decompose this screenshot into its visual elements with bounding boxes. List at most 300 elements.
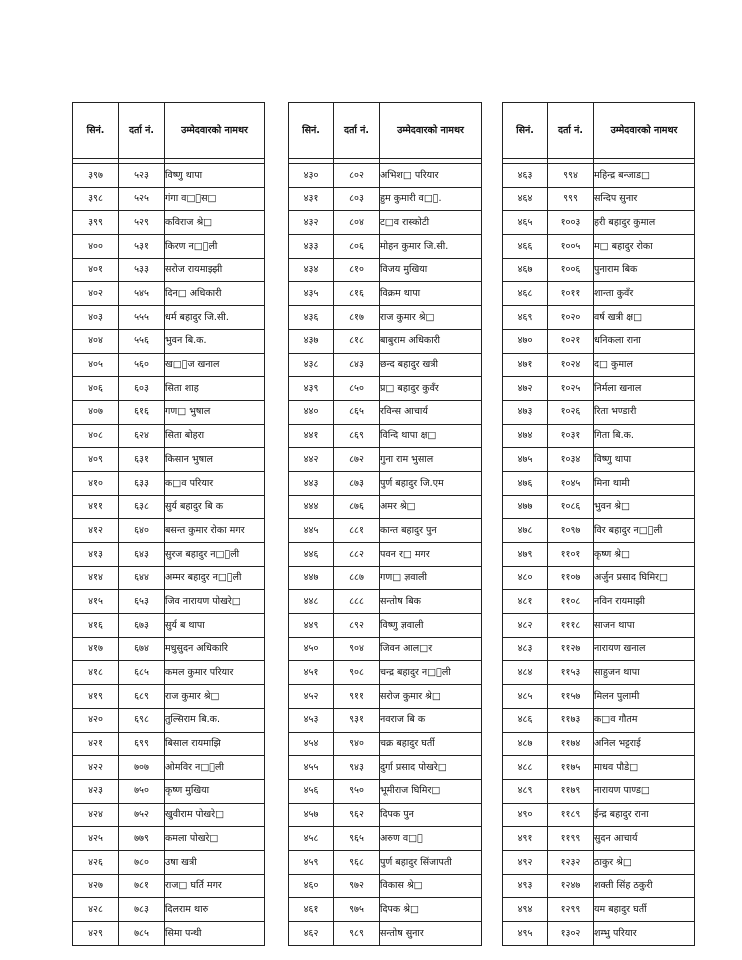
name-cell: अरुण व□ी xyxy=(380,827,482,851)
reg-cell: १०९७ xyxy=(548,519,594,543)
sn-cell: ४३२ xyxy=(289,211,334,235)
sn-cell: ४६० xyxy=(289,874,334,898)
reg-cell: ७०७ xyxy=(119,756,165,780)
name-cell: ट□व रास्कोटी xyxy=(380,211,482,235)
name-cell: ओमविर न□ाली xyxy=(165,756,265,780)
sn-cell: ४२३ xyxy=(73,779,119,803)
sn-cell: ४७८ xyxy=(503,519,548,543)
name-cell: धनिकला राना xyxy=(594,329,695,353)
name-cell: ईन्द्र बहादुर राना xyxy=(594,803,695,827)
sn-cell: ४५१ xyxy=(289,661,334,685)
reg-cell: ९९४ xyxy=(548,164,594,188)
sn-cell: ४९२ xyxy=(503,850,548,874)
header-row xyxy=(289,103,482,159)
table-row xyxy=(503,850,695,874)
table-row xyxy=(73,258,265,282)
sn-cell: ४५५ xyxy=(289,756,334,780)
name-cell: छन्द बहादुर खत्री xyxy=(380,353,482,377)
sn-cell: ४९१ xyxy=(503,827,548,851)
sn-cell: ४५७ xyxy=(289,803,334,827)
table-row xyxy=(503,922,695,946)
name-cell: तुल्सिराम बि.क. xyxy=(165,708,265,732)
name-cell: उषा खत्री xyxy=(165,850,265,874)
candidate-table-2 xyxy=(288,102,482,946)
sn-cell: ४९० xyxy=(503,803,548,827)
sn-cell: ४८२ xyxy=(503,614,548,638)
name-cell: मिलन पुलामी xyxy=(594,685,695,709)
reg-cell: ८७३ xyxy=(334,471,380,495)
reg-cell: ५५६ xyxy=(119,329,165,353)
reg-cell: ९६८ xyxy=(334,850,380,874)
name-header: उम्मेदवारको नामथर xyxy=(165,103,265,159)
reg-cell: ८८७ xyxy=(334,566,380,590)
reg-cell: ८५० xyxy=(334,377,380,401)
reg-cell: ८०२ xyxy=(334,164,380,188)
name-cell: गण□ भुषाल xyxy=(165,400,265,424)
table-row xyxy=(289,637,482,661)
sn-cell: ४५० xyxy=(289,637,334,661)
name-cell: दिपक पुन xyxy=(380,803,482,827)
name-cell: राज□ घर्ति मगर xyxy=(165,874,265,898)
sn-cell: ४८७ xyxy=(503,732,548,756)
name-cell: दिलराम थारु xyxy=(165,898,265,922)
table-row xyxy=(73,329,265,353)
name-cell: निर्मला खनाल xyxy=(594,377,695,401)
table-row xyxy=(503,543,695,567)
sn-cell: ४७० xyxy=(503,329,548,353)
sn-cell: ४५६ xyxy=(289,779,334,803)
name-cell: साहुजन थापा xyxy=(594,661,695,685)
sn-cell: ४०२ xyxy=(73,282,119,306)
reg-header: दर्ता नं. xyxy=(119,103,165,159)
reg-cell: ११७४ xyxy=(548,732,594,756)
name-cell: गिता बि.क. xyxy=(594,424,695,448)
name-cell: म□ बहादुर रोका xyxy=(594,235,695,259)
reg-cell: १३०२ xyxy=(548,922,594,946)
name-cell: गुना राम भुसाल xyxy=(380,448,482,472)
table-row xyxy=(289,922,482,946)
sn-cell: ४७२ xyxy=(503,377,548,401)
name-cell: गण□ ज्ञवाली xyxy=(380,566,482,590)
reg-cell: ६८५ xyxy=(119,661,165,685)
sn-cell: ४६९ xyxy=(503,306,548,330)
sn-cell: ४४६ xyxy=(289,543,334,567)
name-cell: मधुसुदन अधिकारि xyxy=(165,637,265,661)
sn-cell: ४५४ xyxy=(289,732,334,756)
name-cell: बिसाल रायमाझि xyxy=(165,732,265,756)
reg-cell: ९४० xyxy=(334,732,380,756)
table-row xyxy=(289,661,482,685)
table-row xyxy=(73,566,265,590)
sn-cell: ४४३ xyxy=(289,471,334,495)
reg-cell: १०२६ xyxy=(548,400,594,424)
table-row xyxy=(503,566,695,590)
sn-cell: ४०५ xyxy=(73,353,119,377)
reg-cell: ६९८ xyxy=(119,708,165,732)
sn-cell: ४९४ xyxy=(503,898,548,922)
table-row xyxy=(503,732,695,756)
reg-cell: ८०६ xyxy=(334,235,380,259)
sn-cell: ४२४ xyxy=(73,803,119,827)
sn-cell: ४६८ xyxy=(503,282,548,306)
name-cell: सिमा पन्थी xyxy=(165,922,265,946)
table-row xyxy=(503,329,695,353)
name-cell: मिना थामी xyxy=(594,471,695,495)
reg-cell: ११७९ xyxy=(548,779,594,803)
table-row xyxy=(73,519,265,543)
sn-cell: ४२५ xyxy=(73,827,119,851)
name-cell: बाबुराम अधिकारी xyxy=(380,329,482,353)
sn-cell: ४३८ xyxy=(289,353,334,377)
name-cell: शक्ती सिंह ठकुरी xyxy=(594,874,695,898)
table-row xyxy=(503,400,695,424)
name-cell: सरोज रायमाझ्झी xyxy=(165,258,265,282)
reg-cell: ८६९ xyxy=(334,424,380,448)
reg-cell: ६७३ xyxy=(119,614,165,638)
name-cell: शान्ता कुवँर xyxy=(594,282,695,306)
sn-cell: ४७६ xyxy=(503,471,548,495)
table-row xyxy=(73,353,265,377)
reg-cell: ५२३ xyxy=(119,164,165,188)
table-row xyxy=(73,661,265,685)
reg-cell: ८१७ xyxy=(334,306,380,330)
table-row xyxy=(73,874,265,898)
sn-cell: ४१९ xyxy=(73,685,119,709)
table-row xyxy=(73,614,265,638)
sn-cell: ४३९ xyxy=(289,377,334,401)
table-row xyxy=(73,708,265,732)
reg-cell: ८७६ xyxy=(334,495,380,519)
reg-cell: ८१८ xyxy=(334,329,380,353)
reg-cell: १०३४ xyxy=(548,448,594,472)
table-row xyxy=(73,211,265,235)
header-row xyxy=(73,103,265,159)
reg-cell: ११०७ xyxy=(548,566,594,590)
name-cell: रविन्स आचार्य xyxy=(380,400,482,424)
sn-cell: ४२८ xyxy=(73,898,119,922)
sn-cell: ४२७ xyxy=(73,874,119,898)
sn-cell: ४४९ xyxy=(289,614,334,638)
name-cell: विर बहादुर न□ाली xyxy=(594,519,695,543)
sn-header: सिनं. xyxy=(73,103,119,159)
table-row xyxy=(289,329,482,353)
reg-cell: ९११ xyxy=(334,685,380,709)
table-row xyxy=(289,424,482,448)
reg-cell: ६७४ xyxy=(119,637,165,661)
table-row xyxy=(503,187,695,211)
name-cell: सुदन आचार्य xyxy=(594,827,695,851)
reg-cell: ६९९ xyxy=(119,732,165,756)
reg-header: दर्ता नं. xyxy=(334,103,380,159)
sn-cell: ४६१ xyxy=(289,898,334,922)
reg-cell: १०२५ xyxy=(548,377,594,401)
sn-cell: ४३१ xyxy=(289,187,334,211)
name-cell: कमला पोखरे□ xyxy=(165,827,265,851)
table-row xyxy=(503,471,695,495)
table-row xyxy=(503,495,695,519)
name-cell: सिता बोहरा xyxy=(165,424,265,448)
sn-cell: ४७९ xyxy=(503,543,548,567)
table-row xyxy=(503,258,695,282)
reg-cell: ९९९ xyxy=(548,187,594,211)
table-row xyxy=(503,211,695,235)
sn-cell: ४६३ xyxy=(503,164,548,188)
sn-cell: ४६५ xyxy=(503,211,548,235)
table-row xyxy=(289,708,482,732)
name-cell: कृष्ण श्रे□ xyxy=(594,543,695,567)
table-row xyxy=(503,424,695,448)
reg-cell: ६४४ xyxy=(119,566,165,590)
sn-cell: ४१८ xyxy=(73,661,119,685)
name-cell: नवराज बि क xyxy=(380,708,482,732)
reg-cell: ६५३ xyxy=(119,590,165,614)
reg-cell: ९४३ xyxy=(334,756,380,780)
sn-cell: ४०७ xyxy=(73,400,119,424)
name-cell: जिव नारायण पोखरे□ xyxy=(165,590,265,614)
name-cell: सरोज कुमार श्रे□ xyxy=(380,685,482,709)
sn-cell: ४५३ xyxy=(289,708,334,732)
name-cell: सुरज बहादुर न□ाली xyxy=(165,543,265,567)
reg-cell: ६४३ xyxy=(119,543,165,567)
table-row xyxy=(73,850,265,874)
sn-cell: ४५२ xyxy=(289,685,334,709)
table-row xyxy=(73,779,265,803)
table-row xyxy=(73,164,265,188)
sn-cell: ३९७ xyxy=(73,164,119,188)
reg-cell: १२४७ xyxy=(548,874,594,898)
reg-cell: ९५० xyxy=(334,779,380,803)
table-row xyxy=(503,661,695,685)
table-row xyxy=(289,543,482,567)
sn-cell: ४१६ xyxy=(73,614,119,638)
table-row xyxy=(289,850,482,874)
reg-cell: ६४० xyxy=(119,519,165,543)
reg-cell: १००६ xyxy=(548,258,594,282)
sn-cell: ४३५ xyxy=(289,282,334,306)
table-row xyxy=(289,566,482,590)
table-row xyxy=(289,898,482,922)
name-cell: नविन रायमाझी xyxy=(594,590,695,614)
name-cell: दुर्गा प्रसाद पोखरे□ xyxy=(380,756,482,780)
reg-cell: ५२९ xyxy=(119,211,165,235)
reg-cell: ११०१ xyxy=(548,543,594,567)
table-row xyxy=(289,306,482,330)
sn-cell: ४७१ xyxy=(503,353,548,377)
sn-cell: ४३३ xyxy=(289,235,334,259)
name-cell: राज कुमार श्रे□ xyxy=(165,685,265,709)
name-cell: भूमीराज घिमिर□ xyxy=(380,779,482,803)
sn-cell: ४६६ xyxy=(503,235,548,259)
sn-cell: ४६७ xyxy=(503,258,548,282)
sn-cell: ३९९ xyxy=(73,211,119,235)
reg-cell: १०८६ xyxy=(548,495,594,519)
reg-cell: ११७३ xyxy=(548,708,594,732)
name-cell: सन्दिप सुनार xyxy=(594,187,695,211)
table-row xyxy=(289,211,482,235)
name-cell: कविराज श्रे□ xyxy=(165,211,265,235)
table-row xyxy=(289,756,482,780)
reg-cell: ८०३ xyxy=(334,187,380,211)
sn-cell: ४९५ xyxy=(503,922,548,946)
sn-cell: ४३७ xyxy=(289,329,334,353)
reg-cell: ५३३ xyxy=(119,258,165,282)
name-cell: राज कुमार श्रे□ xyxy=(380,306,482,330)
reg-cell: ९६२ xyxy=(334,803,380,827)
reg-cell: १०२१ xyxy=(548,329,594,353)
header-row xyxy=(503,103,695,159)
name-cell: धर्म बहादुर जि.सी. xyxy=(165,306,265,330)
reg-cell: १०२० xyxy=(548,306,594,330)
reg-cell: ७५२ xyxy=(119,803,165,827)
reg-cell: ११५७ xyxy=(548,685,594,709)
sn-cell: ४०३ xyxy=(73,306,119,330)
table-row xyxy=(73,448,265,472)
name-cell: पुनाराम बिक xyxy=(594,258,695,282)
sn-cell: ४४५ xyxy=(289,519,334,543)
table-row xyxy=(289,187,482,211)
reg-cell: ८०४ xyxy=(334,211,380,235)
name-cell: अमर श्रे□ xyxy=(380,495,482,519)
name-cell: विष्णु थापा xyxy=(594,448,695,472)
reg-cell: ९७२ xyxy=(334,874,380,898)
table-row xyxy=(503,685,695,709)
name-header: उम्मेदवारको नामथर xyxy=(380,103,482,159)
table-row xyxy=(503,898,695,922)
sn-cell: ४१४ xyxy=(73,566,119,590)
table-row xyxy=(289,258,482,282)
reg-cell: ११७५ xyxy=(548,756,594,780)
name-cell: मोहन कुमार जि.सी. xyxy=(380,235,482,259)
name-cell: हुम कुमारी व□ी. xyxy=(380,187,482,211)
table-row xyxy=(73,756,265,780)
name-cell: विष्णु ज्ञवाली xyxy=(380,614,482,638)
sn-cell: ४४२ xyxy=(289,448,334,472)
table-row xyxy=(289,471,482,495)
table-row xyxy=(503,779,695,803)
table-row xyxy=(503,803,695,827)
sn-cell: ४२१ xyxy=(73,732,119,756)
name-cell: भुवन श्रे□ xyxy=(594,495,695,519)
sn-cell: ४१० xyxy=(73,471,119,495)
table-row xyxy=(503,637,695,661)
table-row xyxy=(503,164,695,188)
sn-cell: ४८८ xyxy=(503,756,548,780)
name-cell: हरी बहादुर कुमाल xyxy=(594,211,695,235)
name-cell: महिन्द्र बन्जाड□ xyxy=(594,164,695,188)
reg-cell: १२९९ xyxy=(548,898,594,922)
table-row xyxy=(73,377,265,401)
candidate-table-3 xyxy=(502,102,695,946)
reg-cell: ५६० xyxy=(119,353,165,377)
table-row xyxy=(289,803,482,827)
reg-cell: ६३१ xyxy=(119,448,165,472)
name-cell: क□व परियार xyxy=(165,471,265,495)
table-row xyxy=(73,803,265,827)
table-row xyxy=(73,306,265,330)
table-row xyxy=(503,448,695,472)
table-row xyxy=(289,377,482,401)
sn-cell: ४१५ xyxy=(73,590,119,614)
table-row xyxy=(503,874,695,898)
reg-cell: ७८१ xyxy=(119,874,165,898)
table-row xyxy=(73,637,265,661)
sn-cell: ४०० xyxy=(73,235,119,259)
table-row xyxy=(503,235,695,259)
table-row xyxy=(289,282,482,306)
table-row xyxy=(73,400,265,424)
reg-cell: ८९२ xyxy=(334,614,380,638)
reg-cell: ५५५ xyxy=(119,306,165,330)
name-cell: जिवन आल□र xyxy=(380,637,482,661)
name-cell: अर्जुन प्रसाद घिमिर□ xyxy=(594,566,695,590)
name-cell: अनिल भट्टराई xyxy=(594,732,695,756)
sn-cell: ४४१ xyxy=(289,424,334,448)
table-row xyxy=(73,424,265,448)
table-row xyxy=(503,708,695,732)
name-cell: सुर्य बहादुर बि क xyxy=(165,495,265,519)
table-row xyxy=(503,590,695,614)
sn-cell: ४१३ xyxy=(73,543,119,567)
table-row xyxy=(289,495,482,519)
reg-cell: ६३८ xyxy=(119,495,165,519)
reg-cell: ११५३ xyxy=(548,661,594,685)
reg-cell: ७७९ xyxy=(119,827,165,851)
table-row xyxy=(503,756,695,780)
table-row xyxy=(73,543,265,567)
name-cell: ख□ोज खनाल xyxy=(165,353,265,377)
name-cell: माधव पौडे□ xyxy=(594,756,695,780)
table-row xyxy=(73,187,265,211)
reg-cell: ८७२ xyxy=(334,448,380,472)
table-row xyxy=(73,471,265,495)
name-cell: पुर्ण बहादुर सिंजापती xyxy=(380,850,482,874)
sn-cell: ४१२ xyxy=(73,519,119,543)
table-row xyxy=(289,353,482,377)
sn-cell: ४६४ xyxy=(503,187,548,211)
sn-cell: ३९८ xyxy=(73,187,119,211)
name-cell: नारायण खनाल xyxy=(594,637,695,661)
sn-cell: ४७३ xyxy=(503,400,548,424)
sn-cell: ४७४ xyxy=(503,424,548,448)
table-row xyxy=(289,732,482,756)
reg-cell: ५२५ xyxy=(119,187,165,211)
sn-cell: ४८९ xyxy=(503,779,548,803)
name-cell: विन्दि थापा क्ष□ xyxy=(380,424,482,448)
name-cell: अभिश□ परियार xyxy=(380,164,482,188)
reg-cell: ८६५ xyxy=(334,400,380,424)
reg-cell: ९०४ xyxy=(334,637,380,661)
reg-cell: ९६५ xyxy=(334,827,380,851)
table-row xyxy=(289,827,482,851)
name-cell: किरण न□ाली xyxy=(165,235,265,259)
table-row xyxy=(289,590,482,614)
reg-cell: ६१६ xyxy=(119,400,165,424)
table-row xyxy=(289,400,482,424)
reg-cell: १११८ xyxy=(548,614,594,638)
sn-cell: ४८१ xyxy=(503,590,548,614)
reg-cell: ९७५ xyxy=(334,898,380,922)
table-row xyxy=(503,282,695,306)
sn-cell: ४७७ xyxy=(503,495,548,519)
table-row xyxy=(73,685,265,709)
reg-cell: ६०३ xyxy=(119,377,165,401)
name-cell: बसन्त कुमार रोका मगर xyxy=(165,519,265,543)
sn-cell: ४४० xyxy=(289,400,334,424)
sn-cell: ४८० xyxy=(503,566,548,590)
sn-cell: ४४७ xyxy=(289,566,334,590)
name-cell: दिपक श्रे□ xyxy=(380,898,482,922)
table-row xyxy=(73,282,265,306)
